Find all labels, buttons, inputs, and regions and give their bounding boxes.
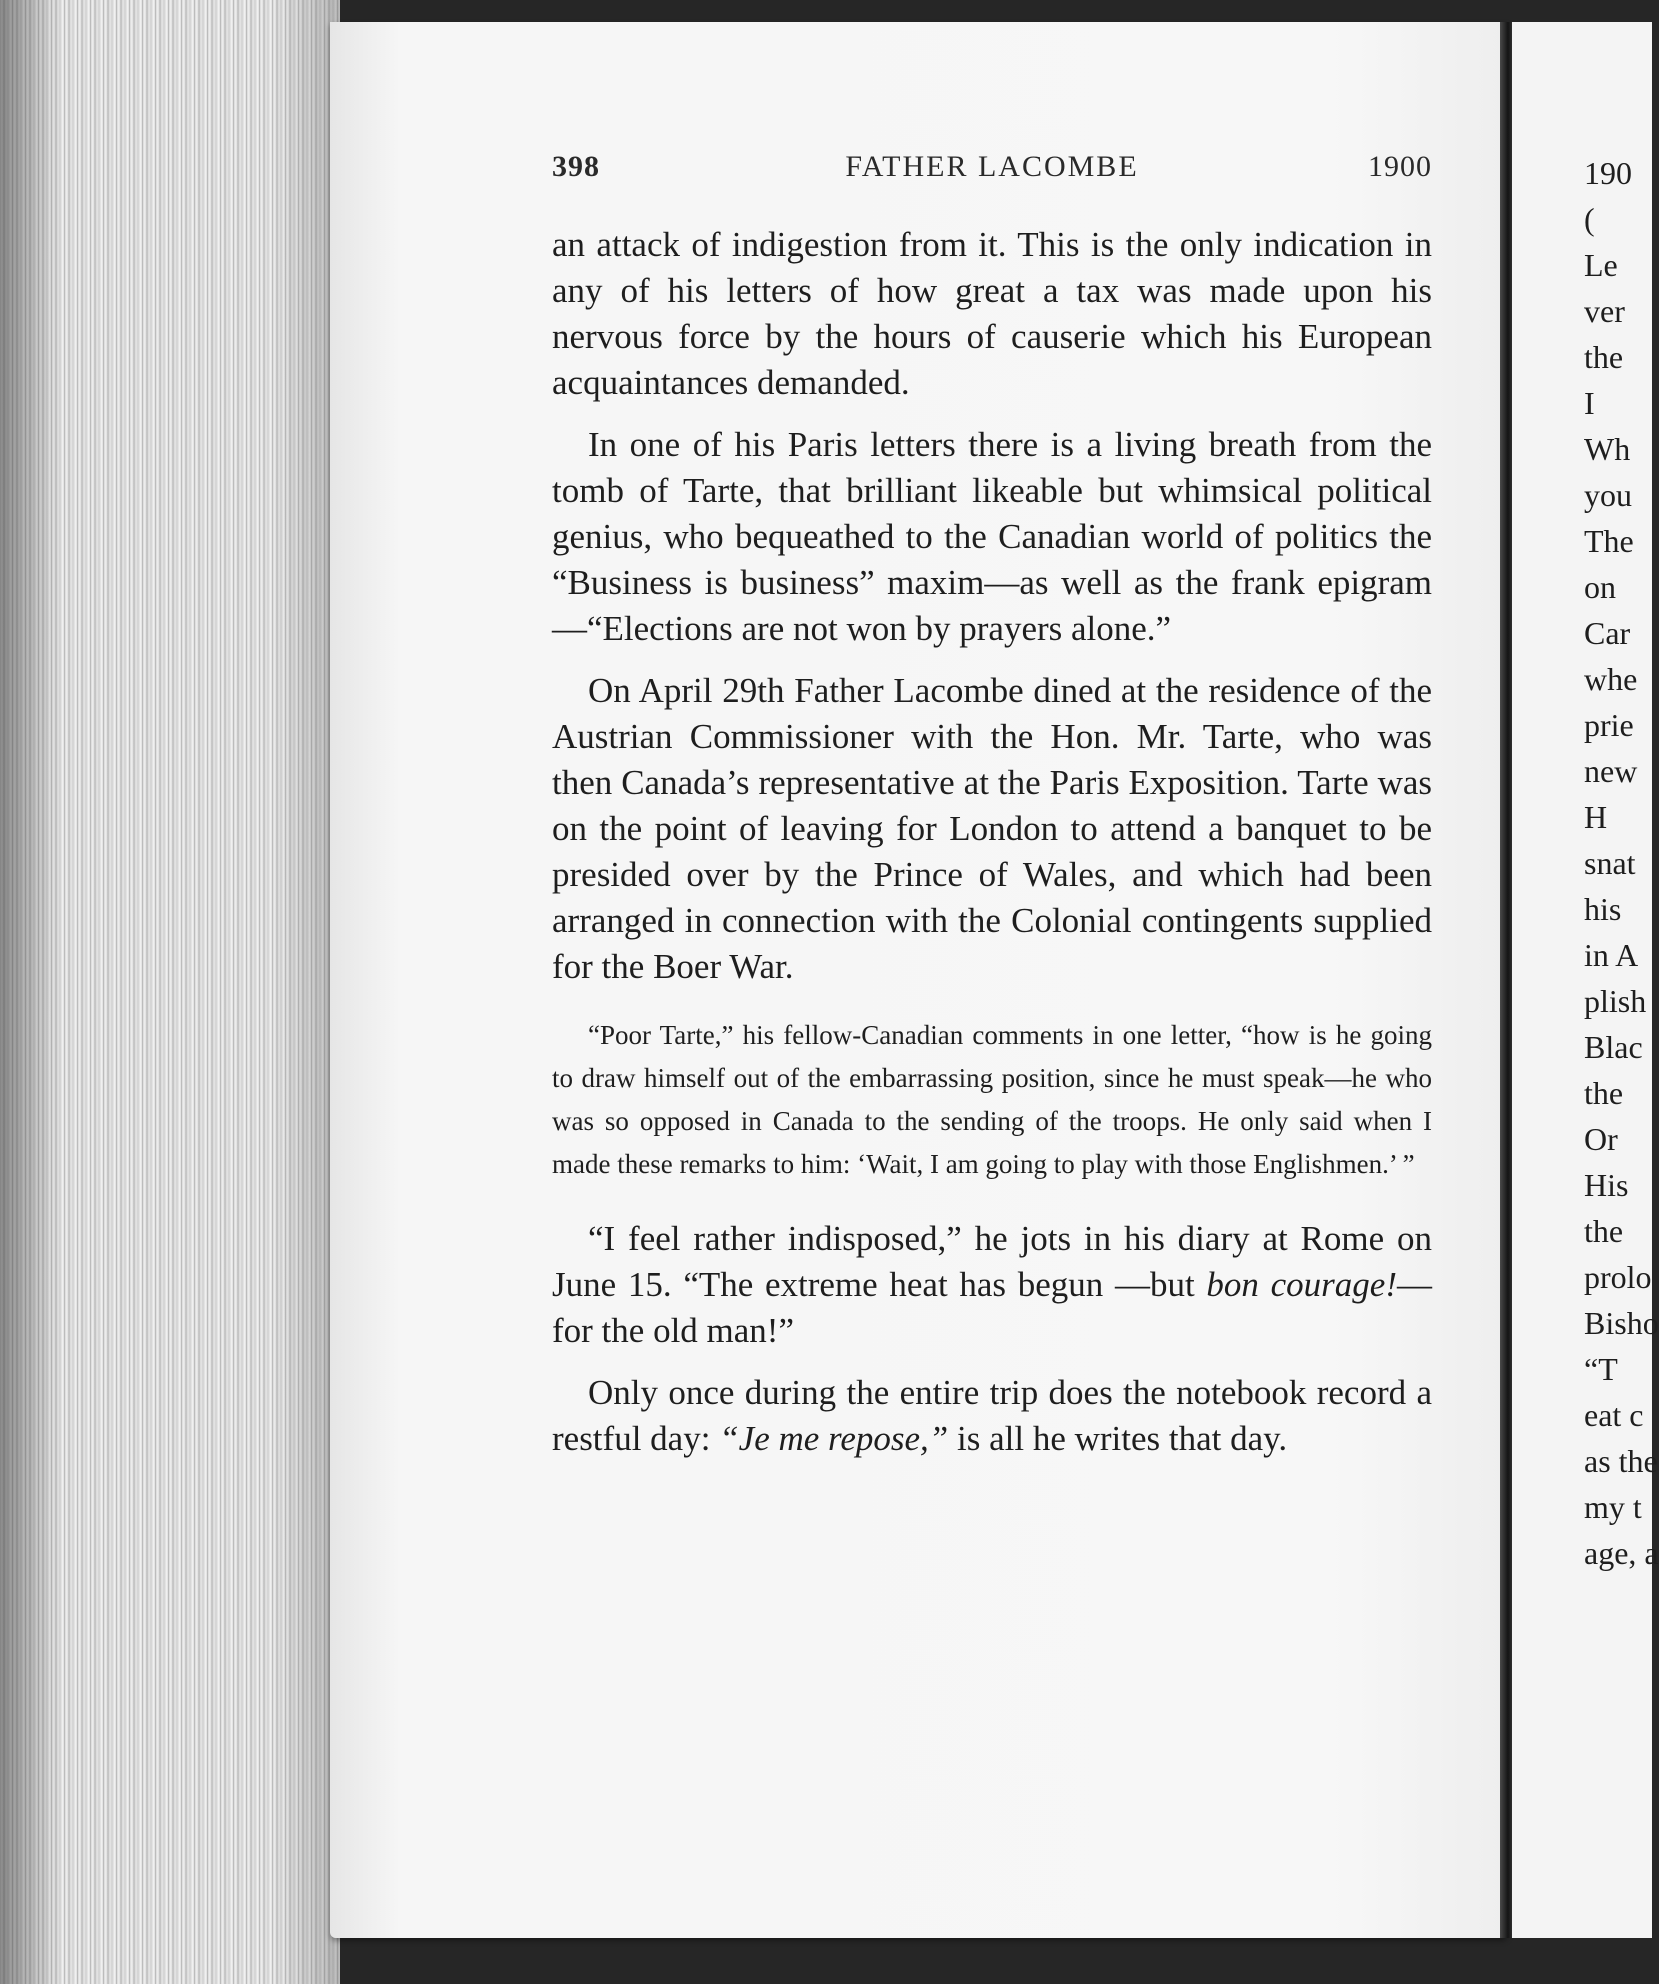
facing-page-fragment: prolo xyxy=(1584,1259,1652,1295)
facing-page-fragment: Blac xyxy=(1584,1029,1643,1065)
paragraph-4-start: “I feel rather indisposed,” he jots in his diary at Rome on June 15. “The extreme heat has begun —but xyxy=(552,1219,1432,1304)
facing-page-fragment: His xyxy=(1584,1167,1629,1203)
facing-page-fragment: in A xyxy=(1584,937,1639,973)
facing-page-fragment: the xyxy=(1584,339,1624,375)
facing-page-fragment: my t xyxy=(1584,1489,1642,1525)
paragraph-5-italic: “Je me repose,” xyxy=(719,1419,949,1458)
facing-page-fragment: Or xyxy=(1584,1121,1618,1157)
paragraph-4 xyxy=(552,1216,1432,1354)
facing-page-fragment: I xyxy=(1584,385,1595,421)
facing-page-fragment: his xyxy=(1584,891,1622,927)
header-year: 1900 xyxy=(1368,150,1432,183)
running-title: FATHER LACOMBE xyxy=(845,150,1139,183)
facing-page-fragment: the xyxy=(1584,1075,1624,1111)
facing-page-fragment: Bisho xyxy=(1584,1305,1659,1341)
letter-quote xyxy=(552,1014,1432,1186)
paragraph-3: On April 29th Father Lacombe dined at the residence of the Austrian Commissioner with the Hon. Mr. Tarte, who was then Canada’s representative at the Paris Exposition. Tarte was on the point of leaving for London to attend a banquet to be presided over by the Prince of Wales, and which had been arranged in connection with the Colonial contingents supplied for the Boer War. xyxy=(552,671,1432,986)
facing-page-fragment: you xyxy=(1584,477,1632,513)
facing-page-fragment: prie xyxy=(1584,707,1634,743)
book-page-edges xyxy=(0,0,340,1984)
facing-page-fragment: age, a xyxy=(1584,1535,1659,1571)
facing-page-fragment: snat xyxy=(1584,845,1636,881)
facing-page-fragment: Wh xyxy=(1584,431,1631,467)
running-header xyxy=(552,150,1432,190)
facing-page-fragment: new xyxy=(1584,753,1638,789)
facing-page-fragment: as the xyxy=(1584,1443,1658,1479)
facing-page-fragment: “T xyxy=(1584,1351,1618,1387)
facing-page-fragment: Le xyxy=(1584,247,1618,283)
page-number: 398 xyxy=(552,150,600,183)
facing-page-fragment: ( xyxy=(1584,201,1595,237)
facing-page-fragment: The xyxy=(1584,523,1634,559)
facing-page-fragment: plish xyxy=(1584,983,1647,1019)
facing-page-fragment: Car xyxy=(1584,615,1631,651)
paragraph-5 xyxy=(552,1370,1432,1462)
facing-page-fragment: on xyxy=(1584,569,1616,605)
paragraph-4-italic: bon courage! xyxy=(1206,1265,1397,1304)
paragraph-4-end: —for the old man!” xyxy=(552,1265,1432,1350)
paragraph-1: an attack of indigestion from it. This is the only indication in any of his letters of how great a tax was made upon his nervous force by the hours of causerie which his European acquaintances demanded. xyxy=(552,225,1432,402)
facing-page-fragment: whe xyxy=(1584,661,1638,697)
facing-page-text xyxy=(1584,150,1659,1576)
letter-quote-text: “Poor Tarte,” his fellow-Canadian comments in one letter, “how is he going to draw himself out of the embarrassing position, since he must speak—he who was so opposed in Canada to the sending of the troops. He only said when I made these remarks to him: ‘Wait, I am going to play with those Englishmen.’ ” xyxy=(552,1020,1432,1179)
facing-page-fragment: the xyxy=(1584,1213,1624,1249)
facing-page-fragment: H xyxy=(1584,799,1608,835)
facing-page-fragment: 190 xyxy=(1584,155,1632,191)
paragraph-5-end: is all he writes that day. xyxy=(948,1419,1288,1458)
paragraph-5-start: Only once during the entire trip does the notebook record a restful day: xyxy=(552,1373,1432,1458)
facing-page-fragment: eat c xyxy=(1584,1397,1644,1433)
facing-page-fragment: ver xyxy=(1584,293,1625,329)
paragraph-2: In one of his Paris letters there is a living breath from the tomb of Tarte, that brilliant likeable but whimsical political genius, who bequeathed to the Canadian world of politics the “Business is business” maxim—as well as the frank epigram—“Elections are not won by prayers alone.” xyxy=(552,425,1432,648)
page-body xyxy=(552,222,1432,1478)
